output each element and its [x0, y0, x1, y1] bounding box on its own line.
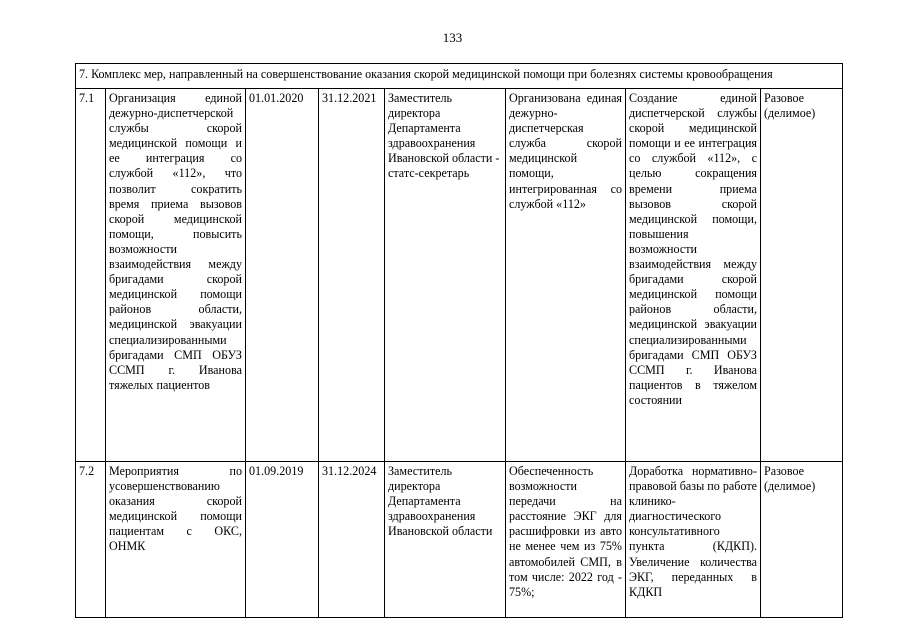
table-row	[76, 462, 843, 618]
section-title: 7. Комплекс мер, направленный на совершенствование оказания скорой медицинской помощи при болезнях системы кровообращения	[76, 64, 843, 89]
indicator-cell: Организована единая дежурно-диспетчерская служба скорой медицинской помощи, интегрированная со службой «112»	[506, 89, 626, 462]
measure-cell: Мероприятия по усовершенствованию оказания скорой медицинской помощи пациентам с ОКС, ОНМК	[106, 462, 246, 618]
measures-table	[75, 63, 843, 618]
result-cell: Создание единой диспетчерской службы скорой медицинской помощи и ее интеграция со службой «112», с целью сокращения времени приема вызовов скорой медицинской помощи, повышения возможности взаимодействия между бригадами скорой медицинской помощи районов области, медицинской эвакуации специализированными бригадами СМП ОБУЗ ССМП г. Иванова пациентов в тяжелом состоянии	[626, 89, 761, 462]
start-date-cell: 01.01.2020	[246, 89, 319, 462]
table-row	[76, 89, 843, 462]
type-cell: Разовое (делимое)	[761, 89, 843, 462]
indicator-cell: Обеспеченность возможности передачи на расстояние ЭКГ для расшифровки из авто не менее чем из 75% автомобилей СМП, в том числе: 2022 год - 75%;	[506, 462, 626, 618]
type-cell: Разовое (делимое)	[761, 462, 843, 618]
row-number: 7.1	[76, 89, 106, 462]
end-date-cell: 31.12.2021	[319, 89, 385, 462]
row-number: 7.2	[76, 462, 106, 618]
page-number: 133	[442, 30, 463, 45]
responsible-cell: Заместитель директора Департамента здравоохранения Ивановской области	[385, 462, 506, 618]
end-date-cell: 31.12.2024	[319, 462, 385, 618]
result-cell: Доработка нормативно-правовой базы по работе клинико-диагностического консультативного пункта (КДКП). Увеличение количества ЭКГ, переданных в КДКП	[626, 462, 761, 618]
start-date-cell: 01.09.2019	[246, 462, 319, 618]
responsible-cell: Заместитель директора Департамента здравоохранения Ивановской области - статс-секретарь	[385, 89, 506, 462]
section-header-row	[76, 64, 843, 89]
measure-cell: Организация единой дежурно-диспетчерской службы скорой медицинской помощи и ее интеграция со службой «112», что позволит сократить время приема вызовов скорой медицинской помощи, повысить возможности взаимодействия между бригадами скорой медицинской помощи районов области, медицинской эвакуации специализированными бригадами СМП ОБУЗ ССМП г. Иванова тяжелых пациентов	[106, 89, 246, 462]
